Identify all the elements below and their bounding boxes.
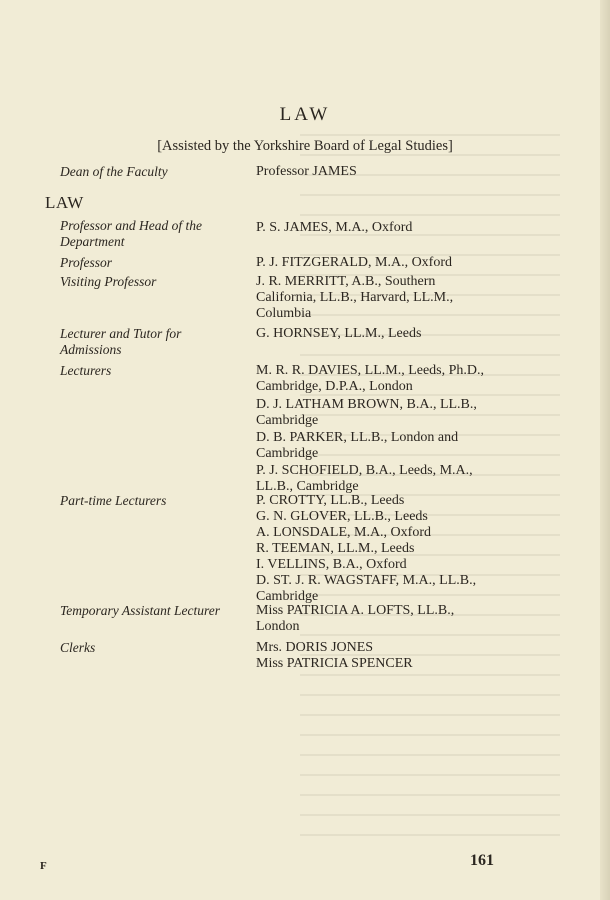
role-label: Professor xyxy=(60,255,113,270)
section-heading: LAW xyxy=(45,193,84,212)
staff-name: Mrs. DORIS JONES xyxy=(256,640,374,655)
staff-name: G. N. GLOVER, LL.B., Leeds xyxy=(256,509,428,524)
staff-name: P. S. JAMES, M.A., Oxford xyxy=(256,220,413,235)
staff-name: D. B. PARKER, LL.B., London and Cambridge xyxy=(256,430,459,461)
role-label: Visiting Professor xyxy=(60,274,157,289)
staff-name: G. HORNSEY, LL.M., Leeds xyxy=(256,326,422,341)
role-label: Lecturer and Tutor for Admissions xyxy=(60,326,182,357)
staff-name: P. CROTTY, LL.B., Leeds xyxy=(256,493,405,508)
staff-name: D. J. LATHAM BROWN, B.A., LL.B., Cambridge xyxy=(256,397,477,428)
page-title: LAW xyxy=(279,104,331,125)
staff-name: J. R. MERRITT, A.B., Southern California, LL.B., Harvard, LL.M., Columbia xyxy=(256,274,454,321)
staff-name: Miss PATRICIA A. LOFTS, LL.B., London xyxy=(256,603,455,634)
role-label: Professor and Head of the Department xyxy=(60,218,202,249)
staff-name: I. VELLINS, B.A., Oxford xyxy=(256,557,407,572)
page-subtitle: [Assisted by the Yorkshire Board of Legal Studies] xyxy=(157,138,453,154)
role-label: Part-time Lecturers xyxy=(60,493,167,508)
page-edge xyxy=(600,0,610,900)
signature-mark: F xyxy=(40,860,47,872)
role-label: Temporary Assistant Lecturer xyxy=(60,603,221,618)
staff-name: P. J. SCHOFIELD, B.A., Leeds, M.A., LL.B., Cambridge xyxy=(256,463,473,494)
role-label: Clerks xyxy=(60,640,96,655)
staff-name: P. J. FITZGERALD, M.A., Oxford xyxy=(256,255,452,270)
page-number: 161 xyxy=(470,852,494,869)
staff-name: Miss PATRICIA SPENCER xyxy=(256,656,413,671)
role-label: Lecturers xyxy=(60,363,112,378)
staff-name: R. TEEMAN, LL.M., Leeds xyxy=(256,541,415,556)
dean-label: Dean of the Faculty xyxy=(60,164,168,179)
staff-name: D. ST. J. R. WAGSTAFF, M.A., LL.B., Cambridge xyxy=(256,573,477,604)
staff-name: A. LONSDALE, M.A., Oxford xyxy=(256,525,431,540)
staff-name: M. R. R. DAVIES, LL.M., Leeds, Ph.D., Cambridge, D.P.A., London xyxy=(256,363,485,394)
dean-value: Professor JAMES xyxy=(256,164,357,179)
